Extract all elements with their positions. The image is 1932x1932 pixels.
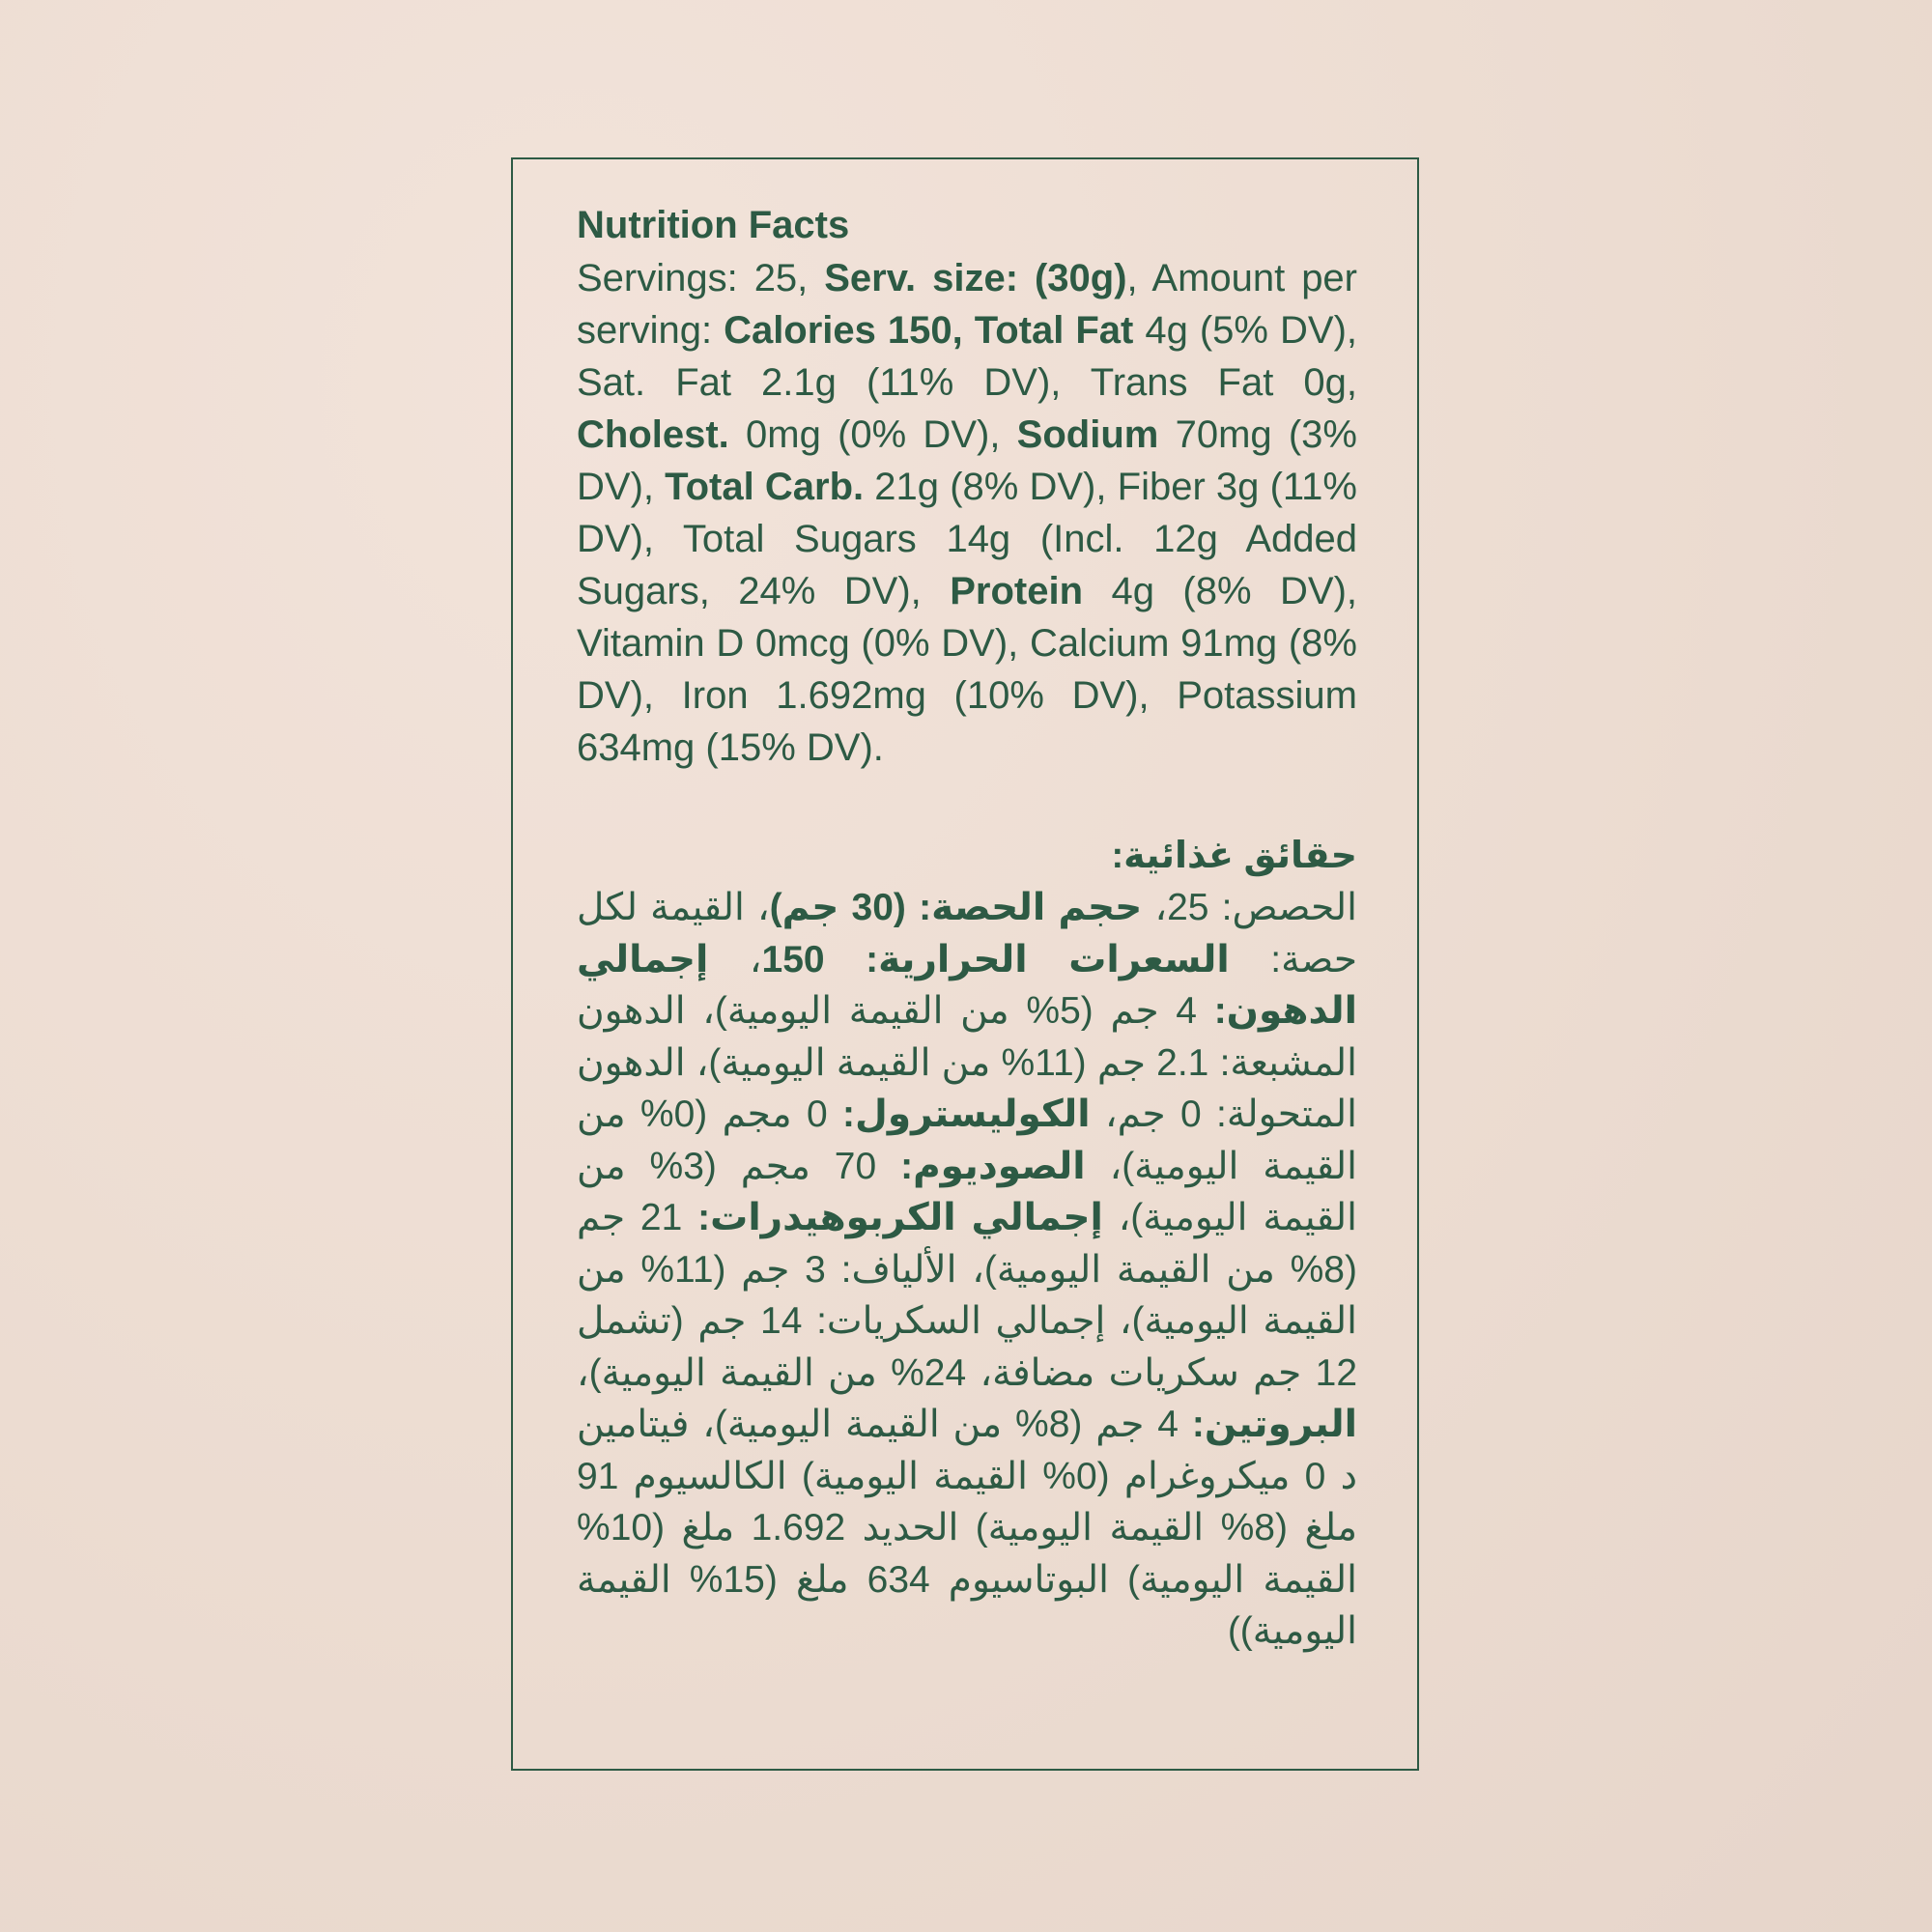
arabic-heading: حقائق غذائية: [1111,836,1357,876]
english-segment: 4g (8% DV), Vitamin D 0mcg (0% DV), Calcium 91mg (8% DV), Iron 1.692mg (10% DV), Potassium 634mg (15% DV). [577,570,1358,769]
arabic-segment: الحصص: 25، [1142,887,1357,928]
nutrition-label-frame [511,157,1419,1771]
arabic-segment-bold: السعرات الحرارية: 150 [761,938,1230,980]
english-segment-bold: Calories 150, Total Fat [724,309,1134,352]
arabic-nutrition-block [577,830,1357,1658]
english-segment: Servings: 25, [577,257,825,299]
arabic-segment-bold: إجمالي الكربوهيدرات: [697,1197,1103,1238]
english-segment-bold: Serv. size: (30g) [824,257,1127,299]
arabic-segment-bold: الصوديوم: [900,1145,1086,1187]
english-segment: , Amount per serving: [577,257,1357,352]
english-segment-bold: Protein [950,570,1084,612]
english-segment: 0mg (0% DV), [728,413,1017,456]
english-segment-bold: Cholest. [577,413,729,456]
english-segment-bold: Total Carb. [665,466,865,508]
english-facts-text [577,252,1357,774]
arabic-segment-bold: إجمالي الدهون: [577,938,1357,1032]
english-segment: 21g (8% DV), Fiber 3g (11% DV), Total Sugars 14g (Incl. 12g Added Sugars, 24% DV), [577,466,1357,612]
arabic-segment: ، [708,938,762,980]
arabic-segment-bold: حجم الحصة: (30 جم) [769,887,1143,928]
english-segment: 4g (5% DV), Sat. Fat 2.1g (11% DV), Trans Fat 0g, [577,309,1357,404]
arabic-segment: 4 جم (8% من القيمة اليومية)، فيتامين د 0 ميكروغرام (0% القيمة اليومية) الكالسيوم 91 ملغ (8% القيمة اليومية) الحديد 1.692 ملغ (10% القيمة اليومية) البوتاسيوم 634 ملغ (15% القيمة اليومية)) [577,1404,1358,1652]
arabic-segment: 70 مجم (3% من القيمة اليومية)، [577,1145,1357,1238]
arabic-segment: ، القيمة لكل حصة: [577,887,1357,980]
arabic-segment-bold: الكوليسترول: [842,1094,1091,1135]
english-segment: 70mg (3% DV), [577,413,1357,508]
english-heading: Nutrition Facts [577,204,850,246]
english-segment-bold: Sodium [1016,413,1159,456]
arabic-segment-bold: البروتين: [1191,1404,1357,1445]
english-nutrition-block [577,198,1357,774]
arabic-facts-text [577,882,1357,1658]
arabic-segment: 21 جم (8% من القيمة اليومية)، الألياف: 3 جم (11% من القيمة اليومية)، إجمالي السكريات: 14 جم (تشمل 12 جم سكريات مضافة، 24% من القيمة اليومية)، [577,1197,1358,1394]
arabic-segment: 0 مجم (0% من القيمة اليومية)، [577,1094,1357,1187]
arabic-segment: 4 جم (5% من القيمة اليومية)، الدهون المشبعة: 2.1 جم (11% من القيمة اليومية)، الدهون المتحولة: 0 جم، [577,990,1357,1135]
